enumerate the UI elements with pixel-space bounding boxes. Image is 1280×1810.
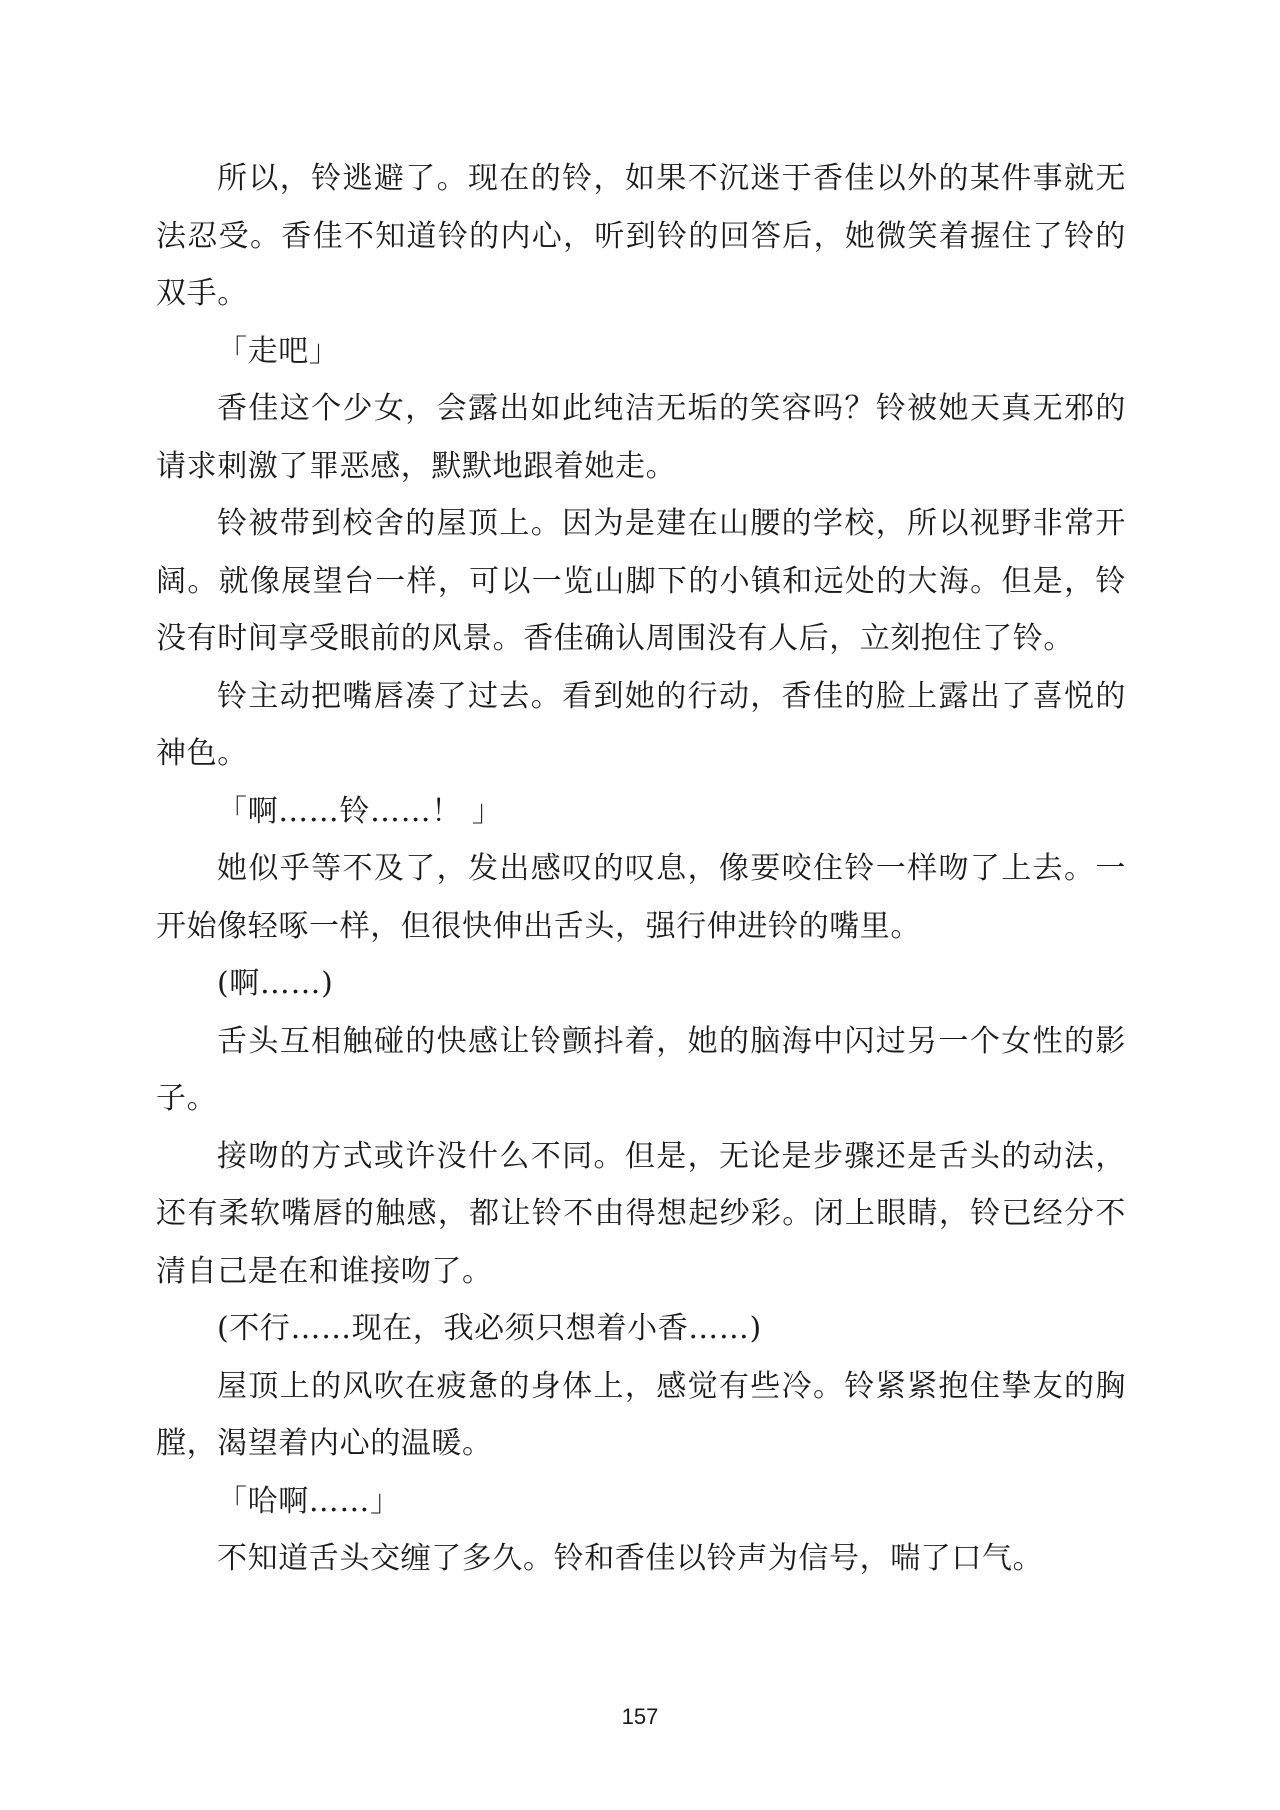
dialogue-2: 「啊……铃……！ 」 bbox=[217, 793, 503, 829]
thought-1: (啊……) bbox=[217, 966, 334, 1001]
paragraph-8: 屋顶上的风吹在疲惫的身体上，感觉有些冷。铃紧紧抱住挚友的胸膛，渴望着内心的温暖。 bbox=[156, 1368, 1126, 1461]
dialogue-3: 「哈啊……」 bbox=[217, 1483, 401, 1519]
dialogue-1: 「走吧」 bbox=[217, 333, 340, 369]
paragraph-4: 铃主动把嘴唇凑了过去。看到她的行动，香佳的脸上露出了喜悦的神色。 bbox=[156, 678, 1126, 771]
thought-2: (不行……现在，我必须只想着小香……) bbox=[217, 1311, 762, 1346]
paragraph-3: 铃被带到校舍的屋顶上。因为是建在山腰的学校，所以视野非常开阔。就像展望台一样，可以一览山脚下的小镇和远处的大海。但是，铃没有时间享受眼前的风景。香佳确认周围没有人后，立刻抱住了铃。 bbox=[156, 506, 1126, 656]
body-text bbox=[156, 150, 1126, 1588]
paragraph-1: 所以，铃逃避了。现在的铃，如果不沉迷于香佳以外的某件事就无法忍受。香佳不知道铃的内心，听到铃的回答后，她微笑着握住了铃的双手。 bbox=[156, 161, 1126, 311]
paragraph-6: 舌头互相触碰的快感让铃颤抖着，她的脑海中闪过另一个女性的影子。 bbox=[156, 1023, 1126, 1116]
paragraph-9: 不知道舌头交缠了多久。铃和香佳以铃声为信号，喘了口气。 bbox=[217, 1541, 1044, 1576]
paragraph-2: 香佳这个少女，会露出如此纯洁无垢的笑容吗？铃被她天真无邪的请求刺激了罪恶感，默默地跟着她走。 bbox=[156, 391, 1126, 484]
paragraph-7: 接吻的方式或许没什么不同。但是，无论是步骤还是舌头的动法，还有柔软嘴唇的触感，都让铃不由得想起纱彩。闭上眼睛，铃已经分不清自己是在和谁接吻了。 bbox=[156, 1138, 1126, 1289]
paragraph-5: 她似乎等不及了，发出感叹的叹息，像要咬住铃一样吻了上去。一开始像轻啄一样，但很快伸出舌头，强行伸进铃的嘴里。 bbox=[156, 851, 1126, 944]
page-number: 157 bbox=[621, 1704, 659, 1729]
